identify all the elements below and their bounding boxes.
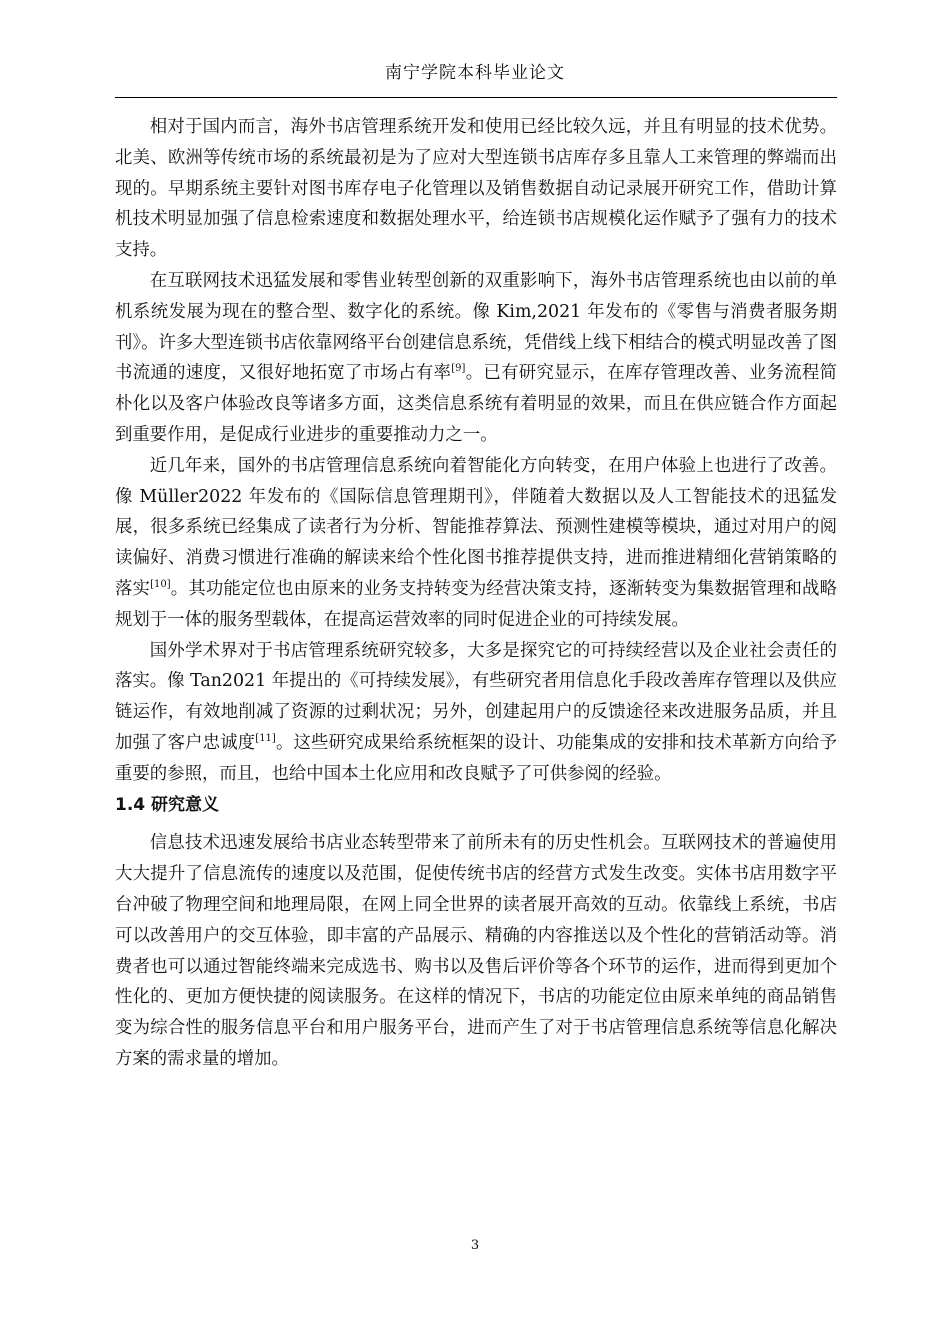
paragraph-text: 相对于国内而言，海外书店管理系统开发和使用已经比较久远，并且有明显的技术优势。北美、欧洲等传统市场的系统最初是为了应对大型连锁书店库存多且靠人工来管理的弊端而出现的。早期系统主要针对图书库存电子化管理以及销售数据自动记录展开研究工作，借助计算机技术明显加强了信息检索速度和数据处理水平，给连锁书店规模化运作赋予了强有力的技术支持。: [115, 117, 837, 261]
paragraph-overseas-intelligent: [115, 451, 837, 636]
paragraph-text: 国外学术界对于书店管理系统研究较多，大多是探究它的可持续经营以及企业社会责任的落实。像 Tan2021 年提出的《可持续发展》，有些研究者用信息化手段改善库存管理以及供应链运作，有效地削减了资源的过剩状况；另外，创建起用户的反馈途径来改进服务品质，并且加强了客户忠诚度: [115, 640, 837, 753]
paragraph-text: 。其功能定位也由原来的业务支持转变为经营决策支持，逐渐转变为集数据管理和战略规划于一体的服务型载体，在提高运营效率的同时促进企业的可持续发展。: [115, 578, 837, 630]
citation-marker: [11]: [255, 732, 276, 744]
citation-marker: [9]: [451, 363, 466, 375]
header-divider: [115, 97, 837, 98]
paragraph-text: 。已有研究显示，在库存管理改善、业务流程简朴化以及客户体验改良等诸多方面，这类信息系统有着明显的效果，而且在供应链合作方面起到重要作用，是促成行业进步的重要推动力之一。: [115, 363, 837, 445]
paragraph-text: 近几年来，国外的书店管理信息系统向着智能化方向转变，在用户体验上也进行了改善。像 Müller2022 年发布的《国际信息管理期刊》，伴随着大数据以及人工智能技术的迅猛发展，很多系统已经集成了读者行为分析、智能推荐算法、预测性建模等模块，通过对用户的阅读偏好、消费习惯进行准确的解读来给个性化图书推荐提供支持，进而推进精细化营销策略的落实: [115, 455, 837, 599]
paragraph-research-significance: [115, 828, 837, 1074]
running-header-title: 南宁学院本科毕业论文: [385, 63, 565, 83]
paragraph-overseas-academic: [115, 636, 837, 790]
paragraph-text: 在互联网技术迅猛发展和零售业转型创新的双重影响下，海外书店管理系统也由以前的单机系统发展为现在的整合型、数字化的系统。像 Kim,2021 年发布的《零售与消费者服务期刊》。许多大型连锁书店依靠网络平台创建信息系统，凭借线上线下相结合的模式明显改善了图书流通的速度，又很好地拓宽了市场占有率: [115, 270, 837, 384]
paragraph-text: 。这些研究成果给系统框架的设计、功能集成的安排和技术革新方向给予重要的参照，而且，也给中国本土化应用和改良赋予了可供参阅的经验。: [115, 732, 837, 784]
paragraph-text: 信息技术迅速发展给书店业态转型带来了前所未有的历史性机会。互联网技术的普遍使用大大提升了信息流传的速度以及范围，促使传统书店的经营方式发生改变。实体书店用数字平台冲破了物理空间和地理局限，在网上同全世界的读者展开高效的互动。依靠线上系统，书店可以改善用户的交互体验，即丰富的产品展示、精确的内容推送以及个性化的营销活动等。消费者也可以通过智能终端来完成选书、购书以及售后评价等各个环节的运作，进而得到更加个性化的、更加方便快捷的阅读服务。在这样的情况下，书店的功能定位由原来单纯的商品销售变为综合性的服务信息平台和用户服务平台，进而产生了对于书店管理信息系统等信息化解决方案的需求量的增加。: [115, 833, 837, 1069]
paragraph-overseas-early: [115, 112, 837, 266]
page-number: 3: [470, 1238, 480, 1253]
body-text: [115, 112, 837, 1075]
paragraph-overseas-internet: [115, 266, 837, 451]
section-heading: 1.4 研究意义: [115, 794, 220, 815]
citation-marker: [10]: [150, 578, 171, 590]
